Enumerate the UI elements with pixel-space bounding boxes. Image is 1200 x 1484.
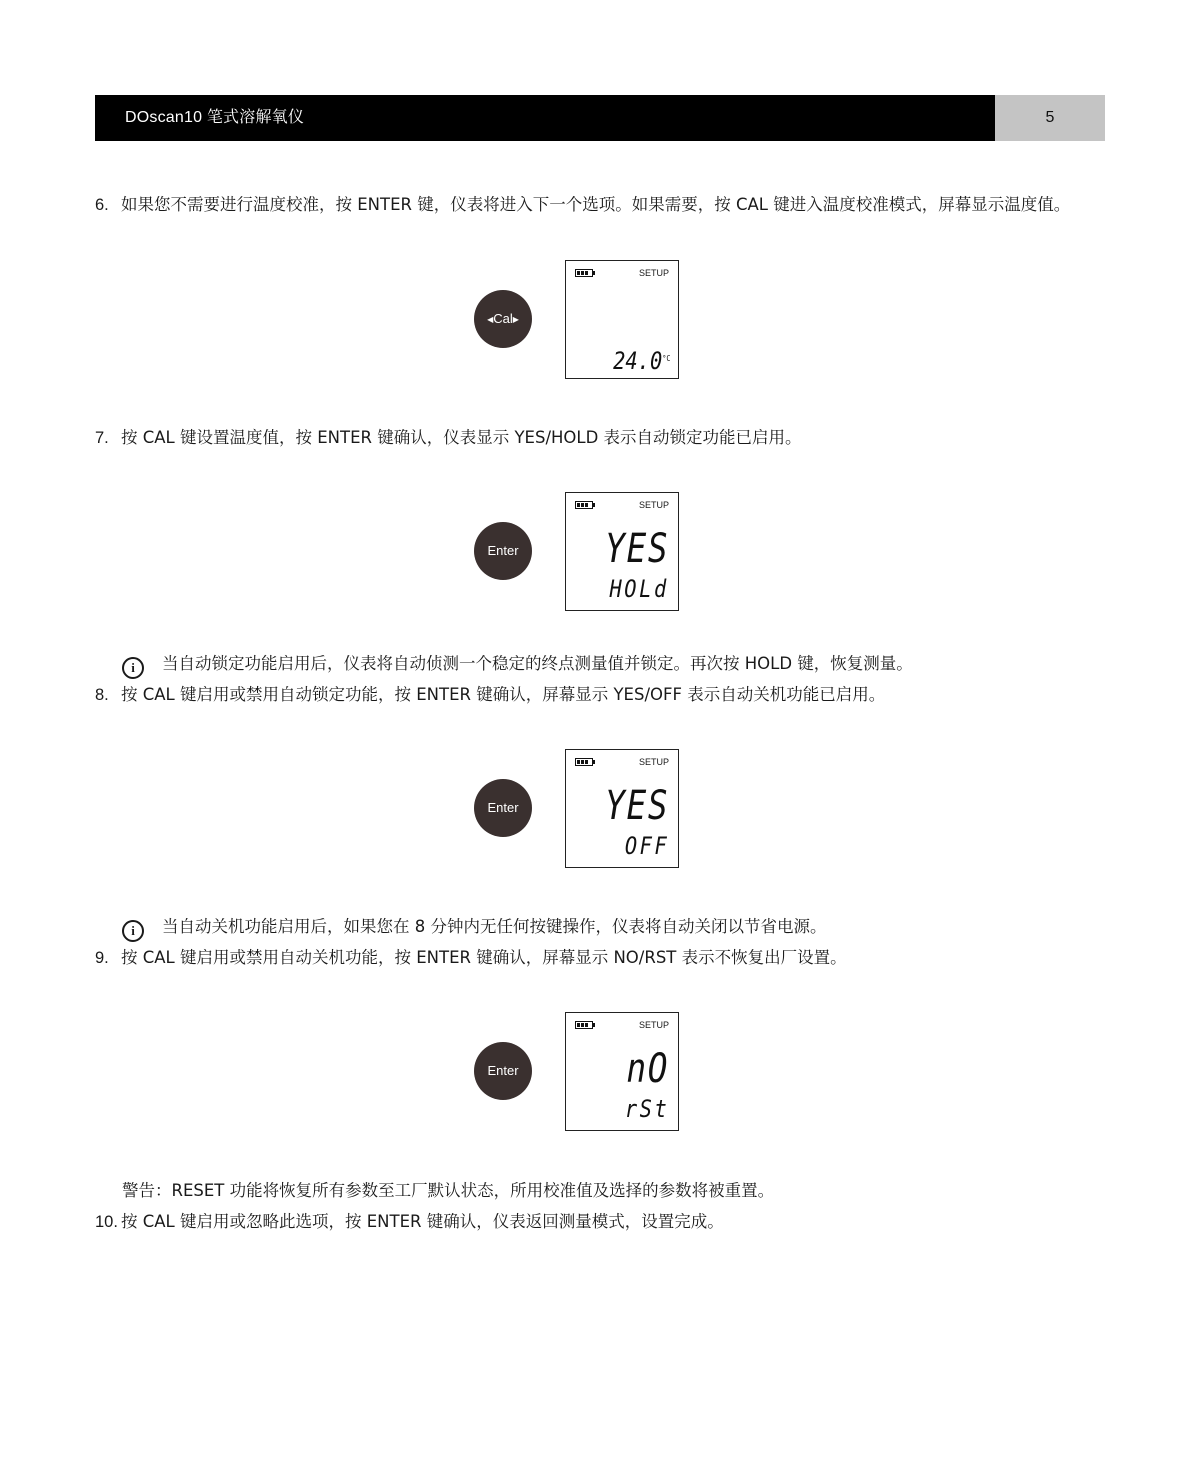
battery-icon bbox=[575, 269, 593, 277]
step-7 bbox=[95, 426, 802, 450]
lcd-main-text: nO bbox=[626, 1046, 669, 1092]
step-number: 7. bbox=[95, 429, 109, 447]
step-text: 如果您不需要进行温度校准，按 ENTER 键，仪表将进入下一个选项。如果需要，按 CAL 键进入温度校准模式，屏幕显示温度值。 bbox=[121, 195, 1071, 214]
step-6 bbox=[95, 193, 1070, 217]
enter-key: Enter bbox=[474, 779, 532, 837]
setup-indicator: SETUP bbox=[638, 1020, 669, 1030]
page-number: 5 bbox=[995, 95, 1105, 141]
step-10 bbox=[95, 1210, 724, 1234]
lcd-display-yes-hold bbox=[565, 492, 679, 611]
cal-key: ◀Cal▶ bbox=[474, 290, 532, 348]
step-number: 6. bbox=[95, 196, 109, 214]
page-header bbox=[95, 95, 995, 141]
document-title: DOscan10 笔式溶解氧仪 bbox=[125, 109, 305, 126]
step-text: 按 CAL 键启用或禁用自动锁定功能，按 ENTER 键确认，屏幕显示 YES/OFF 表示自动关机功能已启用。 bbox=[121, 685, 886, 704]
step-number: 10. bbox=[95, 1213, 118, 1231]
note-text: 当自动锁定功能启用后，仪表将自动侦测一个稳定的终点测量值并锁定。再次按 HOLD 键，恢复测量。 bbox=[162, 654, 913, 673]
key-label: Cal bbox=[493, 311, 513, 326]
info-circle-icon: i bbox=[122, 920, 144, 942]
setup-indicator: SETUP bbox=[638, 268, 669, 278]
setup-indicator: SETUP bbox=[638, 757, 669, 767]
lcd-display-temp bbox=[565, 260, 679, 379]
temperature-unit: °C bbox=[661, 354, 670, 363]
lcd-main-text: YES bbox=[604, 783, 669, 829]
temperature-reading: $24.0^{^\circ C}$ bbox=[612, 347, 670, 375]
step-text: 按 CAL 键设置温度值，按 ENTER 键确认，仪表显示 YES/HOLD 表示自动锁定功能已启用。 bbox=[121, 428, 802, 447]
battery-icon bbox=[575, 1021, 593, 1029]
setup-indicator: SETUP bbox=[638, 500, 669, 510]
enter-key: Enter bbox=[474, 522, 532, 580]
info-circle-icon: i bbox=[122, 657, 144, 679]
lcd-display-yes-off bbox=[565, 749, 679, 868]
reset-warning: 警告：RESET 功能将恢复所有参数至工厂默认状态，所用校准值及选择的参数将被重置。 bbox=[122, 1181, 775, 1200]
info-note-auto-off bbox=[122, 915, 827, 942]
lcd-main-text: YES bbox=[604, 526, 669, 572]
battery-icon bbox=[575, 758, 593, 766]
lcd-display-no-rst bbox=[565, 1012, 679, 1131]
lcd-sub-text: HOLd bbox=[609, 575, 669, 603]
battery-icon bbox=[575, 501, 593, 509]
step-number: 9. bbox=[95, 949, 109, 967]
step-text: 按 CAL 键启用或忽略此选项，按 ENTER 键确认，仪表返回测量模式，设置完成。 bbox=[121, 1212, 724, 1231]
step-9 bbox=[95, 946, 847, 970]
lcd-sub-text: OFF bbox=[624, 832, 669, 860]
step-text: 按 CAL 键启用或禁用自动关机功能，按 ENTER 键确认，屏幕显示 NO/RST 表示不恢复出厂设置。 bbox=[121, 948, 847, 967]
lcd-sub-text: rSt bbox=[624, 1095, 669, 1123]
enter-key: Enter bbox=[474, 1042, 532, 1100]
step-8 bbox=[95, 683, 885, 707]
info-note-hold bbox=[122, 652, 913, 679]
step-number: 8. bbox=[95, 686, 109, 704]
note-text: 当自动关机功能启用后，如果您在 8 分钟内无任何按键操作，仪表将自动关闭以节省电源。 bbox=[162, 917, 827, 936]
